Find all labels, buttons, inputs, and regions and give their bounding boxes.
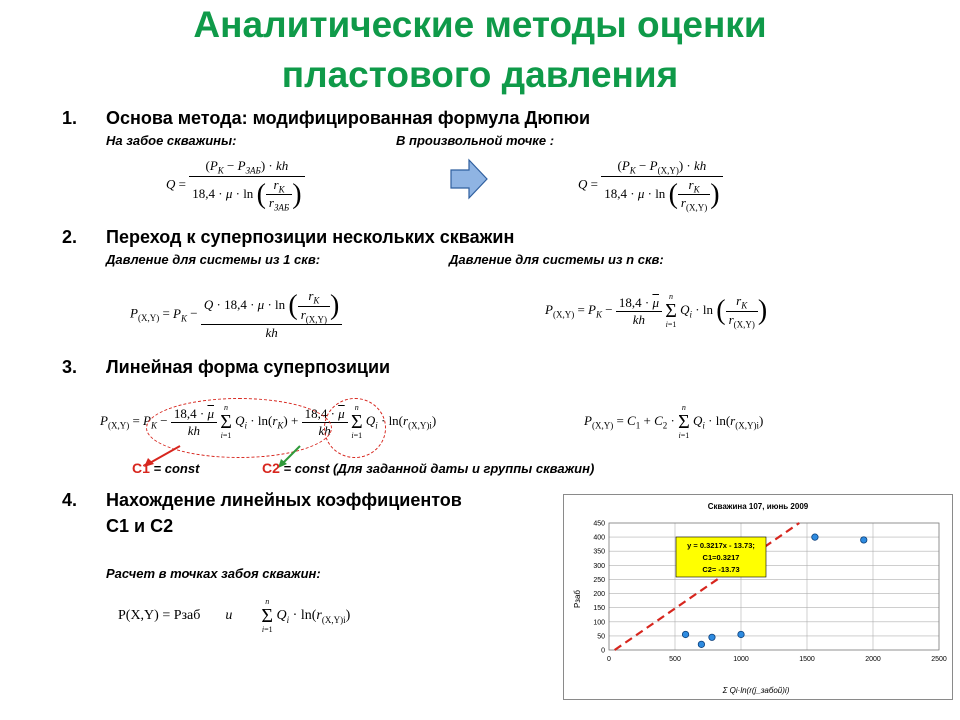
c1-symbol: C1	[132, 460, 150, 476]
y-tick-label: 200	[593, 591, 605, 599]
section-1-heading: Основа метода: модифицированная формула Дюпюи	[106, 108, 591, 128]
section-2-number: 2.	[62, 227, 78, 247]
formula-superposition-linear: $P_{(X,Y)} = C_1 + C_2$ · n Σ i=1 $Q_i \cdot \ln(r_{(X,Y)i})$	[584, 403, 764, 440]
annotation-line-1: y = 0.3217x - 13.73;	[687, 541, 755, 550]
section-2-heading: Переход к суперпозиции нескольких скважин	[106, 227, 515, 247]
c1-text: = const	[149, 461, 200, 476]
page-title	[0, 0, 960, 100]
formula-n-wells-pressure: $P_{(X,Y)} = P_K$ − $\frac{18,4 \cdot \overline{\mu}}{kh}$ n Σ i=1 $Q_i \cdot \ln$ ( $\frac{r_K}{r_{(X,Y)}}$ )	[545, 292, 768, 330]
data-point	[698, 641, 704, 647]
data-point	[682, 631, 688, 637]
data-point	[738, 631, 744, 637]
section-2-sub-right: Давление для системы из n скв:	[449, 252, 664, 267]
chart-y-axis-label: Pзаб	[573, 589, 582, 609]
y-tick-label: 350	[593, 548, 605, 556]
formula-dupuit-bottomhole: Q = $(P_K - P_{ЗАБ})$ · kh 18,4 · μ · ln ( $\frac{r_K}{r_{ЗАБ}}$ )	[166, 158, 305, 213]
section-1-sub-left: На забое скважины:	[106, 133, 237, 148]
section-2-sub-left: Давление для системы из 1 скв:	[106, 252, 321, 267]
chart-x-axis-label: Σ Qi·ln(r(j_забой)i)	[722, 686, 790, 695]
data-point	[709, 634, 715, 640]
y-tick-label: 450	[593, 520, 605, 528]
title-line-2: пластового давления	[281, 54, 679, 95]
regression-chart	[563, 494, 953, 700]
data-point	[861, 537, 867, 543]
section-4-number: 4.	[62, 490, 78, 510]
x-tick-label: 2000	[865, 656, 881, 663]
formula-dupuit-arbitrary-point: Q = $(P_K - P_{(X,Y)})$ · kh 18,4 · μ · ln ( $\frac{r_K}{r_{(X,Y)}}$ )	[578, 158, 723, 213]
y-tick-label: 400	[593, 534, 605, 542]
data-point	[812, 534, 818, 540]
y-tick-label: 250	[593, 576, 605, 584]
x-tick-label: 1000	[733, 656, 749, 663]
c2-symbol: C2	[262, 460, 280, 476]
formula-bottomhole-lhs: P(X,Y) = Pзаб	[118, 608, 201, 624]
chart-grid	[609, 523, 939, 650]
annotation-line-3: C2= -13.73	[702, 565, 740, 574]
section-4-heading-line-2: C1 и C2	[106, 516, 174, 536]
c1-definition	[132, 460, 199, 476]
section-1-sub-right: В произвольной точке :	[396, 133, 555, 148]
y-tick-label: 300	[593, 562, 605, 570]
formula-single-well-pressure: $P_{(X,Y)} = P_K$ − Q · 18,4 · μ · ln ( $\frac{r_K}{r_{(X,Y)}}$ ) kh	[130, 288, 342, 341]
section-4-sub: Расчет в точках забоя скважин:	[106, 566, 321, 581]
y-tick-label: 0	[601, 647, 605, 655]
annotation-line-2: C1=0.3217	[702, 553, 740, 562]
c2-definition	[262, 460, 594, 476]
x-tick-label: 2500	[931, 656, 947, 663]
c2-highlight-ellipse	[324, 398, 386, 458]
formula-conjunction: и	[225, 608, 233, 624]
y-tick-label: 50	[597, 633, 605, 641]
chart-annotation	[676, 537, 766, 577]
section-4-heading-line-1: Нахождение линейных коэффициентов	[106, 490, 462, 510]
formula-superposition-expanded: $P_{(X,Y)} = P_K$ − $\frac{18,4 \cdot \overline{\mu}}{kh}$ n Σ i=1 $Q_i \cdot \ln(r_K)$ + $\frac{18,4 \cdot \overline{\mu}}{kh}$ n Σ i=1 $Q_i \cdot \ln(r_{(X,Y)i})$	[100, 403, 437, 440]
y-tick-label: 100	[593, 619, 605, 627]
title-line-1: Аналитические методы оценки	[193, 4, 767, 45]
plot-area	[609, 523, 939, 650]
y-tick-label: 150	[593, 605, 605, 613]
x-tick-label: 500	[669, 656, 681, 663]
right-arrow-icon	[449, 158, 489, 200]
formula-bottomhole-calculation: P(X,Y) = Pзаб и n Σ i=1 $Q_i \cdot \ln(r_{(X,Y)i})$	[118, 597, 351, 634]
chart-title: Скважина 107, июнь 2009	[707, 502, 809, 511]
c2-text: = const (Для заданной даты и группы скважин)	[279, 461, 595, 476]
section-3-number: 3.	[62, 357, 78, 377]
x-tick-label: 0	[607, 656, 611, 663]
x-tick-label: 1500	[799, 656, 815, 663]
chart-svg	[564, 495, 952, 699]
section-3-heading: Линейная форма суперпозиции	[106, 357, 391, 377]
section-1-number: 1.	[62, 108, 78, 128]
